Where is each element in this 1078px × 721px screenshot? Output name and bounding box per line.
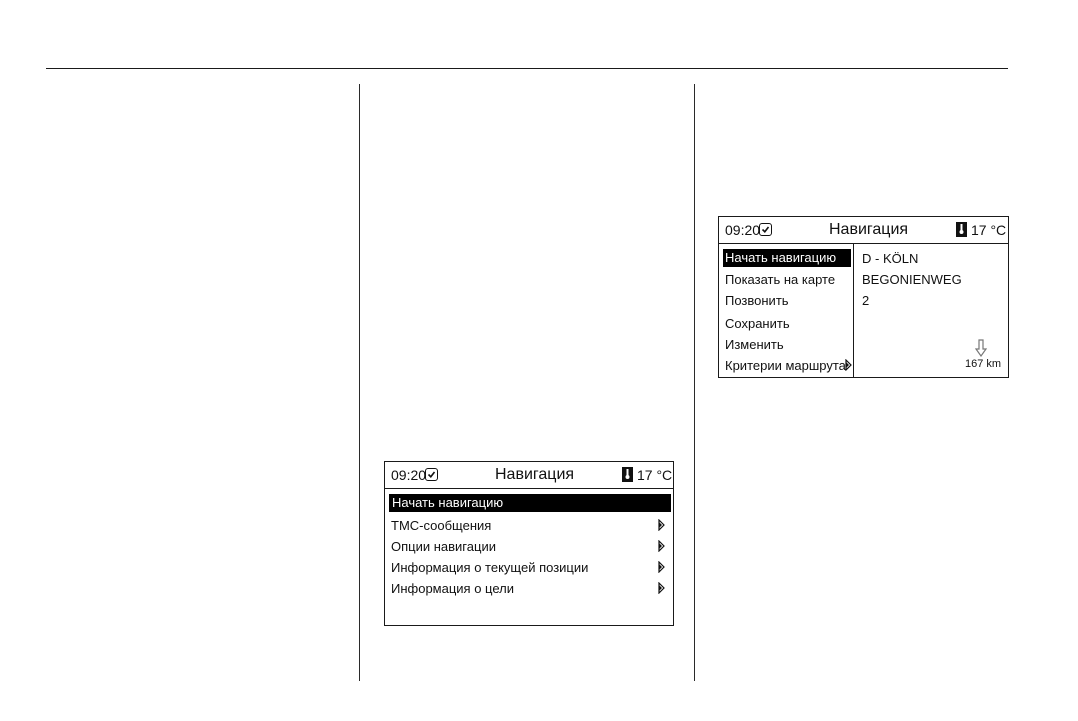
menu-item-start-navigation[interactable] bbox=[389, 494, 671, 512]
menu-item-label: Начать навигацию bbox=[725, 250, 837, 265]
menu-item-label: Начать навигацию bbox=[392, 495, 504, 510]
menu-item-label: Показать на карте bbox=[725, 272, 836, 287]
menu-item-current-position-info[interactable] bbox=[391, 560, 588, 575]
menu-item-label: Информация о текущей позиции bbox=[391, 560, 589, 575]
menu-item-tmc-messages[interactable] bbox=[391, 518, 491, 533]
menu-item-show-on-map[interactable] bbox=[725, 272, 835, 287]
menu-item-label: TMC-сообщения bbox=[391, 518, 492, 533]
menu-item-label: Позвонить bbox=[725, 293, 789, 308]
destination-screen bbox=[718, 216, 1009, 378]
chevron-right-icon bbox=[658, 561, 665, 573]
menu-item-destination-info[interactable] bbox=[391, 581, 514, 596]
thermometer-icon bbox=[622, 467, 633, 482]
menu-item-label: Критерии маршрута bbox=[725, 358, 846, 373]
screen-title: Навигация bbox=[829, 221, 909, 238]
temperature: 17 °C bbox=[637, 467, 673, 483]
thermometer-icon bbox=[956, 222, 967, 237]
status-bar bbox=[385, 462, 673, 489]
navigation-menu-screen bbox=[384, 461, 674, 626]
temperature: 17 °C bbox=[971, 222, 1007, 238]
destination-city: D - KÖLN bbox=[862, 251, 919, 266]
status-bar bbox=[719, 217, 1008, 244]
menu-item-edit[interactable] bbox=[725, 337, 784, 352]
page-top-rule bbox=[46, 68, 1008, 69]
distance: 167 km bbox=[965, 358, 1002, 370]
menu-item-label: Изменить bbox=[725, 337, 784, 352]
menu-item-label: Опции навигации bbox=[391, 539, 496, 554]
chevron-right-icon bbox=[845, 359, 852, 371]
clock-time: 09:20 bbox=[391, 467, 427, 483]
clock-icon bbox=[759, 223, 772, 236]
column-divider-right bbox=[694, 84, 695, 681]
chevron-right-icon bbox=[658, 582, 665, 594]
panel-divider bbox=[853, 243, 854, 377]
menu-item-navigation-options[interactable] bbox=[391, 539, 496, 554]
destination-house-number: 2 bbox=[862, 293, 870, 308]
screen-title: Навигация bbox=[495, 466, 575, 483]
menu-item-call[interactable] bbox=[725, 293, 789, 308]
menu-item-save[interactable] bbox=[725, 316, 790, 331]
menu-item-start-navigation[interactable] bbox=[723, 249, 851, 267]
clock-icon bbox=[425, 468, 438, 481]
menu-item-label: Информация о цели bbox=[391, 581, 514, 596]
menu-item-label: Сохранить bbox=[725, 316, 790, 331]
destination-street: BEGONIENWEG bbox=[862, 272, 962, 287]
column-divider-left bbox=[359, 84, 360, 681]
menu-item-route-criteria[interactable] bbox=[725, 358, 846, 373]
chevron-right-icon bbox=[658, 540, 665, 552]
clock-time: 09:20 bbox=[725, 222, 761, 238]
chevron-right-icon bbox=[658, 519, 665, 531]
